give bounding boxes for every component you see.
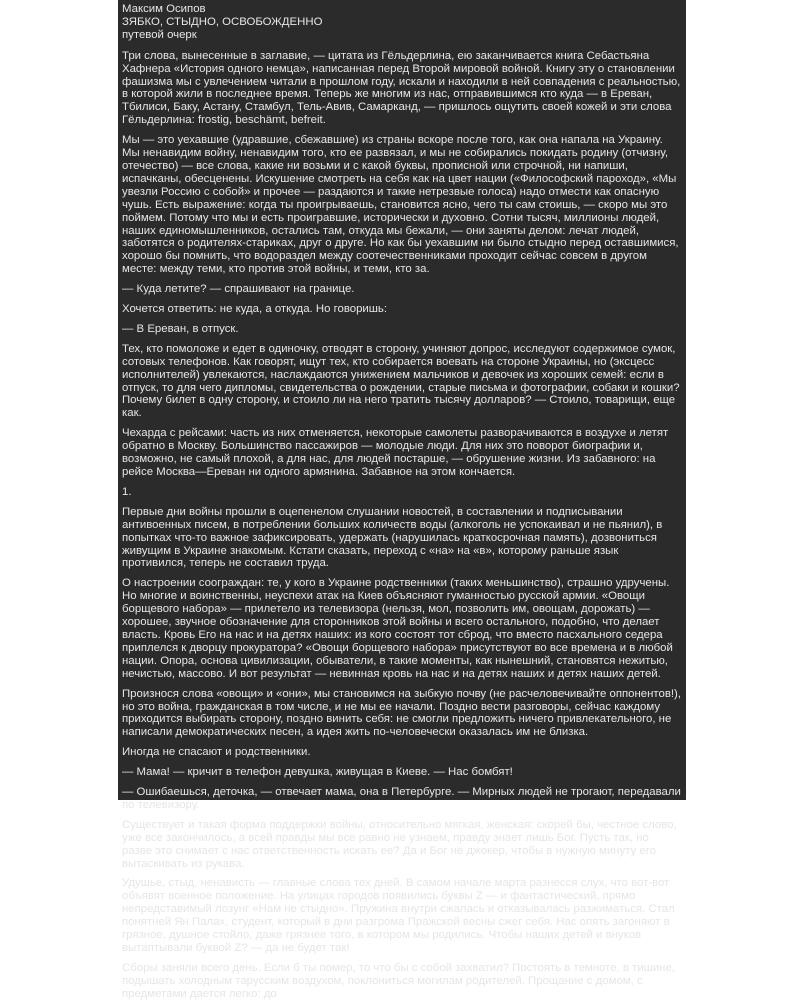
paragraph: Первые дни войны прошли в оцепенелом слушании новостей, в составлении и подписывании антивоенных писем, в потреблении больших количеств воды (алкоголь не успокаивал и не пьянил), в попытках что-то важное зафиксировать, удержать (нарушилась краткосрочная память), дозвониться живущим в Украине знакомым. Кстати сказать, переход с «на» на «в», которому раньше язык противился, теперь не составил труда.	[122, 505, 663, 570]
paragraph: — Ошибаешься, деточка, — отвечает мама, она в Петербурге. — Мирных людей не трогают, передавали по телевизору.	[122, 786, 681, 811]
paragraph: Произнося слова «овощи» и «они», мы становимся на зыбкую почву (не расчеловечивайте оппонентов!), но это война, гражданская в том числе, и не мы ее начали. Поздно вести разговоры, сейчас каждому приходится выбирать сторону, поздно винить себя: не смогли предложить ничего привлекательного, не написали демократических песен, а идея жить по-человечески оказалась им не близка.	[122, 687, 682, 739]
paragraph: Иногда не спасают и родственники.	[122, 746, 311, 759]
paragraph: Удушье, стыд, ненависть — главные слова тех дней. В самом начале марта разнесся слух, что вот-вот объявят военное положение. На улицах городов появились буквы Z — и фантастический, прямо непредставимый лозунг «Нам не стыдно». Пружина внутри сжалась и отказывалась разжиматься. Стал понятней Ян Палах, студент, который в дни разгрома Пражской весны сжег себя. Нас опять загоняют в грязное, душное стойло, даже грязнее того, в котором мы родились. Чтобы наших детей и внуков вытаптывали буквой Z? — да не будет так!	[122, 877, 675, 954]
essay-title: ЗЯБКО, СТЫДНО, ОСВОБОЖДЕННО	[122, 15, 323, 28]
paragraph: — Куда летите? — спрашивают на границе.	[122, 283, 355, 296]
author-name: Максим Осипов	[122, 3, 206, 15]
document-page	[118, 0, 686, 1000]
paragraph: Чехарда с рейсами: часть из них отменяется, некоторые самолеты разворачиваются в воздухе и летят обратно в Москву. Большинство пассажиров — молодые люди. Для них это поворот биографии и, возможно, не самый плохой, а для нас, для людей постарше, — обрушение жизни. Из забавного: на рейсе Москва—Ереван ни одного армянина. Забавное на этом кончается.	[122, 427, 669, 478]
paragraph: — Мама! — кричит в телефон девушка, живущая в Киеве. — Нас бомбят!	[122, 766, 513, 779]
paragraph: Тех, кто помоложе и едет в одиночку, отводят в сторону, учиняют допрос, исследуют содержимое сумок, сотовых телефонов. Как говорят, ищут тех, кто собирается воевать на стороне Украины, но (эксцесс исполнителей) увлекаются, наслаждаются унижением мальчиков и девочек из хороших семей: если в отпуск, то для чего дипломы, свидетельства о рождении, старые письма и фотографии, собаки и кошки? Почему билет в одну сторону, и стоило ли на него тратить тысячу долларов? — Стоило, товарищи, еще как.	[122, 342, 680, 420]
paragraph: Сборы заняли всего день. Если б ты помер, то что бы с собой захватил? Постоять в темноте, в тишине, подышать холодным тарусским воздухом, поклониться могилам родителей. Прощание с домом, с предметами дается легко: до	[122, 961, 675, 1000]
paragraph: Три слова, вынесенные в заглавие, — цитата из Гёльдерлина, ею заканчивается книга Себастьяна Хафнера «История одного немца», написанная перед Второй мировой войной. Книгу эту о становлении фашизма мы с увлечением читали в прошлом году, искали и находили в ней совпадения с реальностью, в которой жили в последнее время. Теперь же многим из нас, отправившимся кто куда — в Ереван, Тбилиси, Баку, Астану, Стамбул, Тель-Авив, Самарканд, — пришлось ощутить своей кожей и эти слова Гёльдерлина: frostig, beschämt, befreit.	[122, 49, 681, 127]
paragraph: — В Ереван, в отпуск.	[122, 322, 239, 335]
paragraph: О настроении соограждан: те, у кого в Украине родственники (таких меньшинство), страшно удручены. Но многие и воинственны, неуспехи атак на Киев объясняют гуманностью русской армии. «Овощи борщевого набора» — прилетело из телевизора (нельзя, мол, позволить им, овощам, дорожать) — хорошее, звучное обозначение для сторонников этой войны и всего остального, подобно, что делает власть. Кровь Его на нас и на детях наших: из кого состоят тот сброд, что вместо пасхального седера приплелся к дворцу прокуратора? «Овощи борщевого набора» присутствуют во все времена и в любой нации. Опора, основа цивилизации, обыватели, в такие моменты, как нынешний, становятся нежитью, нечистью, массово. И вот результат — невинная кровь на нас и на детях наших и детях наших детей.	[122, 577, 673, 680]
paragraph: Мы — это уехавшие (удравшие, сбежавшие) из страны вскоре после того, как она напала на Украину. Мы ненавидим войну, ненавидим того, кто ее развязал, и мы не собирались покидать родину (отчизну, отечество) — все слова, какие ни возьми и с какой буквы, прописной или строчной, ни напиши, испачканы, обесценены. Искушение смотреть на себя как на цвет нации («Философский пароход», «Мы увезли Россию с собой» и прочее — раздаются и такие нетрезвые голоса) надо отмести как опасную чушь. Есть выражение: когда ты проигрываешь, становится ясно, чего ты сам стоишь, — скоро мы это поймем. Потому что мы и есть проигравшие, исторически и духовно. Сотни тысяч, миллионы людей, наших единомышленников, остались там, откуда мы бежали, — они заняты делом: лечат людей, заботятся о родителях-стариках, друг о друге. Но как бы уехавшим ни было стыдно перед оставшимися, хорошо бы помнить, что водораздел между соотечественниками проходит сейчас совсем в другом месте: между теми, кто против этой войны, и теми, кто за.	[122, 134, 679, 276]
section-number: 1.	[122, 485, 132, 498]
paragraph: Хочется ответить: не куда, а откуда. Но говоришь:	[122, 303, 388, 316]
paragraph: Существует и такая форма поддержки войны, относительно мягкая, женская: скорей бы, честное слово, уже все закончилось, а всей правды мы все равно не узнаем, правду знает лишь Бог. Пусть так, но разве это снимает с нас ответственность искать ее? Да и Бог не джокер, чтобы в нужную минуту его вытаскивать из рукава.	[122, 818, 677, 870]
essay-subtitle: путевой очерк	[122, 28, 197, 41]
